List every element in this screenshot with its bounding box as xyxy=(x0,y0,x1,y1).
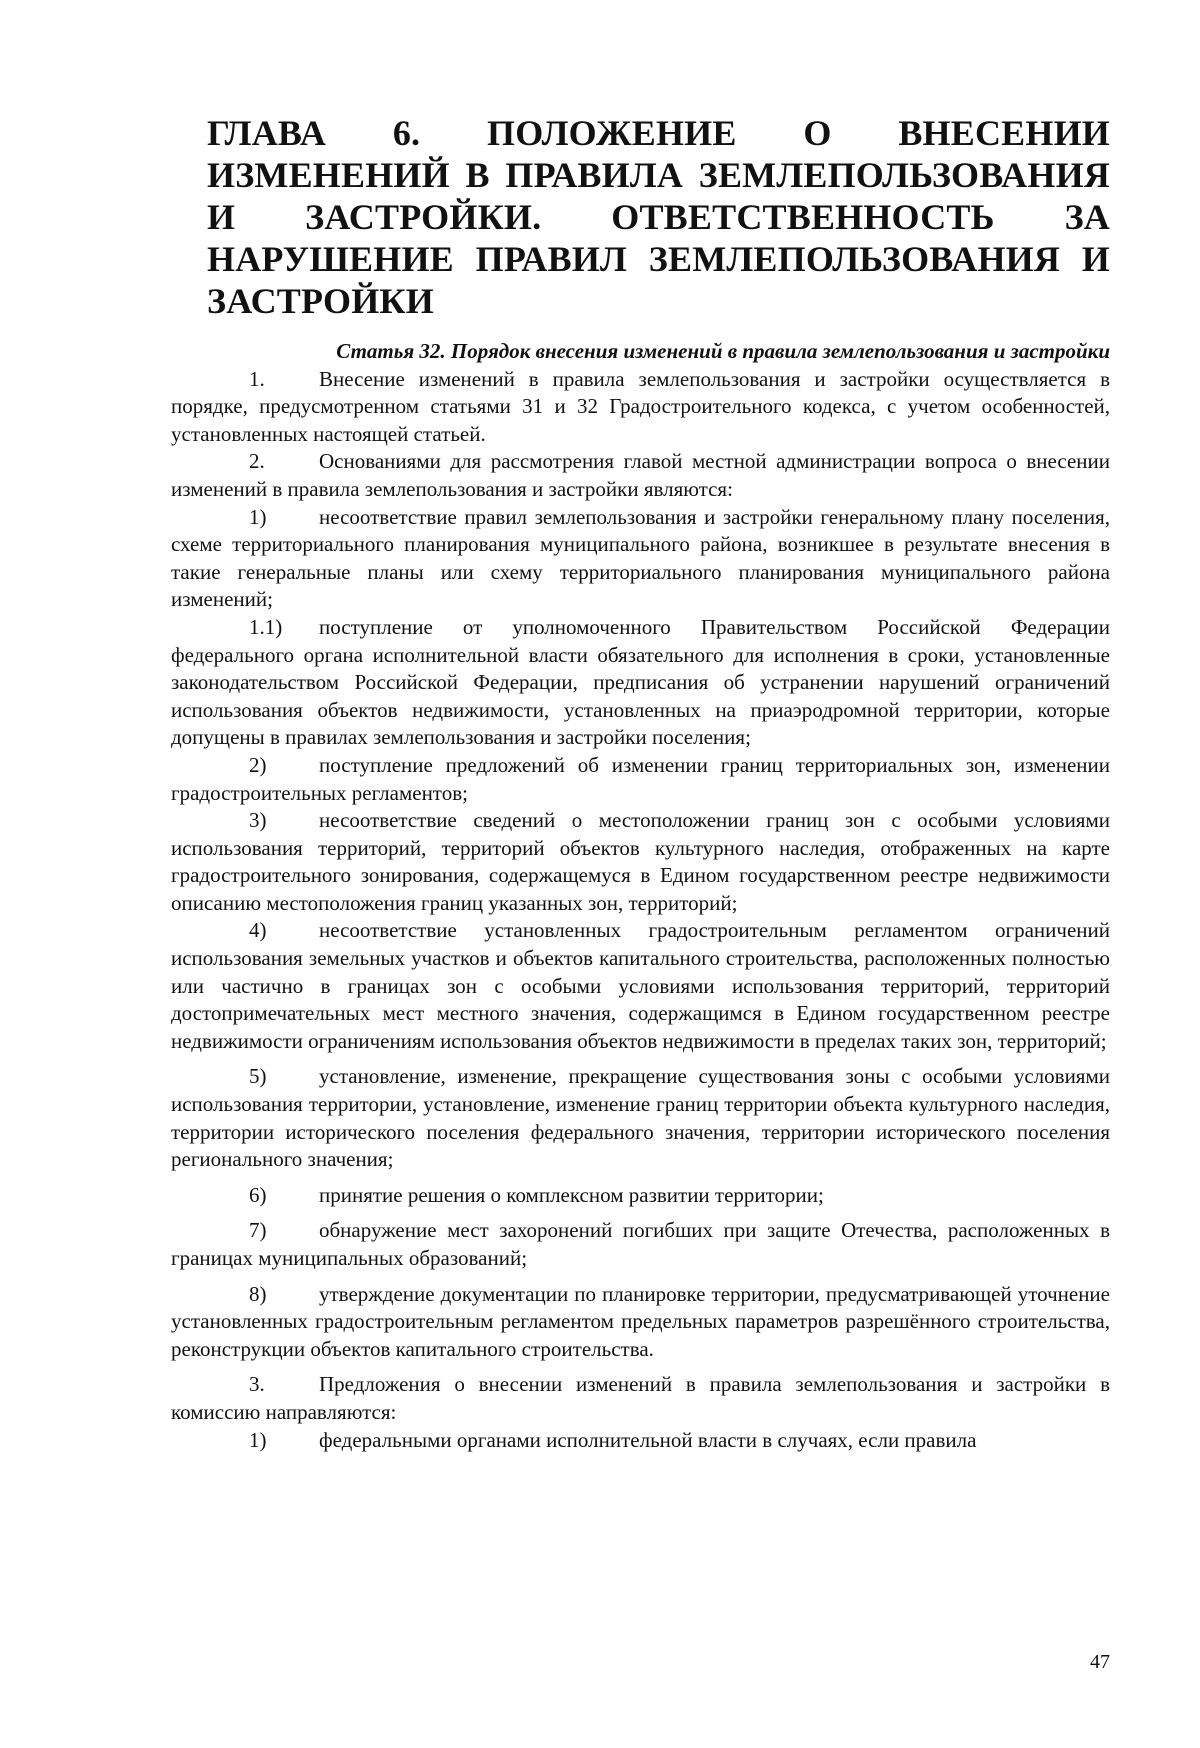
paragraph-number: 5) xyxy=(249,1064,267,1089)
list-item-6 xyxy=(171,1182,1110,1210)
paragraph-number: 3. xyxy=(249,1372,265,1397)
paragraph-text: обнаружение мест захоронений погибших при защите Отечества, расположенных в границах муниципальных образований; xyxy=(171,1218,1110,1270)
list-item-1-1 xyxy=(171,614,1110,752)
paragraph-text: несоответствие установленных градостроительным регламентом ограничений использования земельных участков и объектов капитального строительства, расположенных полностью или частично в границах зон с особыми условиями использования территорий, территорий достопримечательных мест местного значения, содержащимся в Едином государственном реестре недвижимости ограничениям использования объектов недвижимости в пределах таких зон, территорий; xyxy=(171,918,1110,1053)
paragraph-text: поступление от уполномоченного Правительством Российской Федерации федерального органа исполнительной власти обязательного для исполнения в сроки, установленные законодательством Российской Федерации, предписания об устранении нарушений ограничений использования объектов недвижимости, установленных на приаэродромной территории, которые допущены в правилах землепользования и застройки поселения; xyxy=(171,614,1110,750)
paragraph-number: 3) xyxy=(249,808,267,833)
paragraph-number: 6) xyxy=(249,1182,267,1207)
paragraph-2 xyxy=(171,448,1110,503)
list-item-5 xyxy=(171,1063,1110,1173)
list-item-2 xyxy=(171,752,1110,807)
document-body xyxy=(171,338,1110,1454)
paragraph-text: федеральными органами исполнительной власти в случаях, если правила xyxy=(319,1427,977,1452)
paragraph-number: 1. xyxy=(249,366,265,391)
page-number: 47 xyxy=(1090,1651,1110,1673)
paragraph-number: 1) xyxy=(249,1427,267,1452)
paragraph-text: утверждение документации по планировке территории, предусматривающей уточнение установленных градостроительным регламентом предельных параметров разрешённого строительства, реконструкции объектов капитального строительства. xyxy=(171,1281,1110,1361)
list-item-4 xyxy=(171,917,1110,1055)
paragraph-text: Предложения о внесении изменений в правила землепользования и застройки в комиссию направляются: xyxy=(171,1372,1110,1424)
paragraph-number: 1) xyxy=(249,504,267,529)
chapter-title: ГЛАВА 6. ПОЛОЖЕНИЕ О ВНЕСЕНИИ ИЗМЕНЕНИЙ В ПРАВИЛА ЗЕМЛЕПОЛЬЗОВАНИЯ И ЗАСТРОЙКИ. ОТВЕТСТВЕННОСТЬ ЗА НАРУШЕНИЕ ПРАВИЛ ЗЕМЛЕПОЛЬЗОВАНИЯ И ЗАСТРОЙКИ xyxy=(207,113,1110,321)
paragraph-text: Внесение изменений в правила землепользования и застройки осуществляется в порядке, предусмотренном статьями 31 и 32 Градостроительного кодекса, с учетом особенностей, установленных настоящей статьей. xyxy=(171,366,1110,446)
paragraph-1 xyxy=(171,366,1110,449)
list-item-1 xyxy=(171,504,1110,614)
list-item-3 xyxy=(171,807,1110,917)
paragraph-3 xyxy=(171,1371,1110,1426)
paragraph-text: Основаниями для рассмотрения главой местной администрации вопроса о внесении изменений в правила землепользования и застройки являются: xyxy=(171,449,1110,501)
paragraph-text: несоответствие правил землепользования и застройки генеральному плану поселения, схеме территориального планирования муниципального района, возникшее в результате внесения в такие генеральные планы или схему территориального планирования муниципального района изменений; xyxy=(171,504,1110,612)
paragraph-number: 2. xyxy=(249,449,265,474)
paragraph-text: принятие решения о комплексном развитии территории; xyxy=(319,1182,824,1207)
paragraph-number: 7) xyxy=(249,1218,267,1243)
paragraph-text: несоответствие сведений о местоположении границ зон с особыми условиями использования территорий, территорий объектов культурного наследия, отображенных на карте градостроительного зонирования, содержащемуся в Едином государственном реестре недвижимости описанию местоположения границ указанных зон, территорий; xyxy=(171,808,1110,915)
list-item-8 xyxy=(171,1281,1110,1364)
paragraph-text: установление, изменение, прекращение существования зоны с особыми условиями использования территории, установление, изменение границ территории объекта культурного наследия, территории исторического поселения федерального значения, территории исторического поселения регионального значения; xyxy=(171,1064,1110,1172)
paragraph-number: 8) xyxy=(249,1281,267,1306)
paragraph-number: 4) xyxy=(249,918,267,943)
list-item-7 xyxy=(171,1217,1110,1272)
paragraph-number: 1.1) xyxy=(249,614,283,639)
paragraph-text: поступление предложений об изменении границ территориальных зон, изменении градостроительных регламентов; xyxy=(171,752,1110,805)
list-item-3-1 xyxy=(171,1427,1110,1455)
paragraph-number: 2) xyxy=(249,752,267,777)
article-title: Статья 32. Порядок внесения изменений в правила землепользования и застройки xyxy=(336,339,1110,363)
